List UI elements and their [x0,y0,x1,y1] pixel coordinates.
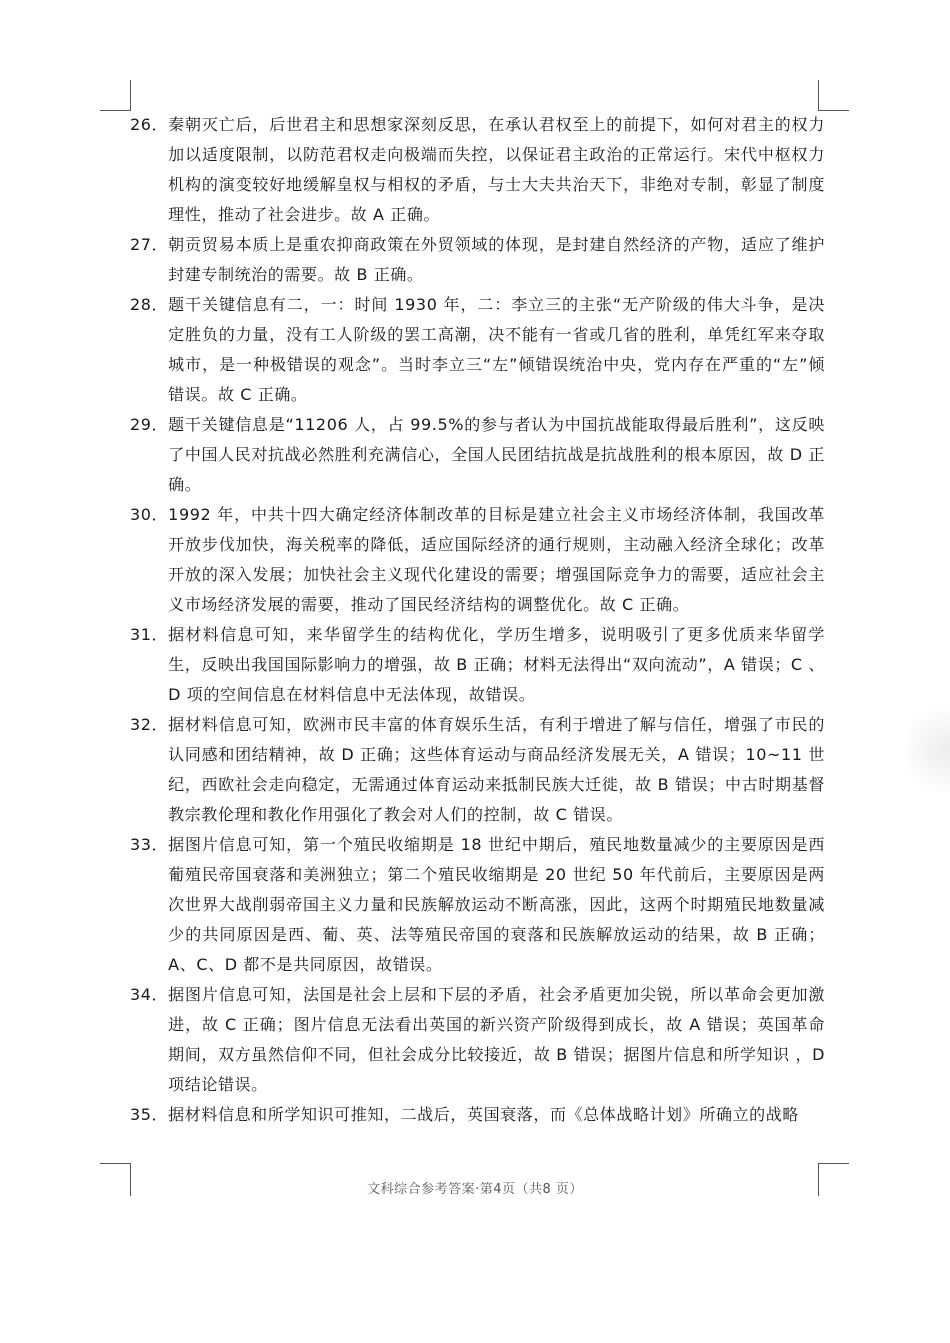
answer-item-35 [130,1100,825,1130]
answer-number: 34． [130,985,169,1004]
answer-number: 30． [130,505,169,524]
answer-item-28 [130,290,825,410]
answer-text: 据材料信息可知，欧洲市民丰富的体育娱乐生活，有利于增进了解与信任，增强了市民的认同感和团结精神，故 D 正确；这些体育运动与商品经济发展无关，A 错误；10~11 世纪，西欧社会走向稳定，无需通过体育运动来抵制民族大迁徙，故 B 错误；中古时期基督教宗教伦理和教化作用强化了教会对人们的控制，故 C 错误。 [168,715,825,824]
answer-number: 28． [130,295,169,314]
answer-number: 27． [130,235,169,254]
answer-item-27 [130,230,825,290]
page-footer: 文科综合参考答案·第4页（共8 页） [367,1182,583,1197]
answer-item-31 [130,620,825,710]
answer-item-33 [130,830,825,980]
answer-number: 29． [130,415,169,434]
answer-item-26 [130,110,825,230]
answer-text: 1992 年，中共十四大确定经济体制改革的目标是建立社会主义市场经济体制，我国改革开放步伐加快，海关税率的降低，适应国际经济的通行规则，主动融入经济全球化；改革开放的深入发展；加快社会主义现代化建设的需要；增强国际竞争力的需要，适应社会主义市场经济发展的需要，推动了国民经济结构的调整优化。故 C 正确。 [168,505,825,614]
answer-text: 据图片信息可知，法国是社会上层和下层的矛盾，社会矛盾更加尖锐，所以革命会更加激进，故 C 正确；图片信息无法看出英国的新兴资产阶级得到成长，故 A 错误；英国革命期间，双方虽然信仰不同，但社会成分比较接近，故 B 错误；据图片信息和所学知识 ，D 项结论错误。 [168,985,825,1094]
answer-text: 据图片信息可知，第一个殖民收缩期是 18 世纪中期后，殖民地数量减少的主要原因是西葡殖民帝国衰落和美洲独立；第二个殖民收缩期是 20 世纪 50 年代前后，主要原因是两次世界大战削弱帝国主义力量和民族解放运动不断高涨，因此，这两个时期殖民地数量减少的共同原因是西、葡、英、法等殖民帝国的衰落和民族解放运动的结果，故 B 正确；A、C、D 都不是共同原因，故错误。 [168,835,825,974]
answer-item-32 [130,710,825,830]
answer-text: 秦朝灭亡后，后世君主和思想家深刻反思，在承认君权至上的前提下，如何对君主的权力加以适度限制，以防范君权走向极端而失控，以保证君主政治的正常运行。宋代中枢权力机构的演变较好地缓解皇权与相权的矛盾，与士大夫共治天下，非绝对专制，彰显了制度理性，推动了社会进步。故 A 正确。 [168,115,825,224]
answer-number: 33． [130,835,169,854]
answer-text: 题干关键信息是“11206 人，占 99.5%的参与者认为中国抗战能取得最后胜利”，这反映了中国人民对抗战必然胜利充满信心，全国人民团结抗战是抗战胜利的根本原因，故 D 正确。 [168,415,825,494]
answer-text: 据材料信息和所学知识可推知，二战后，英国衰落，而《总体战略计划》所确立的战略 [168,1105,799,1124]
answer-list [130,110,825,1130]
scan-smudge [905,700,950,800]
answer-item-34 [130,980,825,1100]
answer-number: 31． [130,625,169,644]
answer-number: 32． [130,715,169,734]
answer-number: 26． [130,115,169,134]
answer-item-29 [130,410,825,500]
answer-number: 35． [130,1105,169,1124]
crop-mark-top-left [100,80,131,111]
answer-text: 朝贡贸易本质上是重农抑商政策在外贸领域的体现，是封建自然经济的产物，适应了维护封建专制统治的需要。故 B 正确。 [168,235,825,284]
answer-text: 题干关键信息有二，一：时间 1930 年，二：李立三的主张“无产阶级的伟大斗争，是决定胜负的力量，没有工人阶级的罢工高潮，决不能有一省或几省的胜利，单凭红军来夺取城市，是一种极错误的观念”。当时李立三“左”倾错误统治中央，党内存在严重的“左”倾错误。故 C 正确。 [168,295,825,404]
answer-item-30 [130,500,825,620]
answer-text: 据材料信息可知，来华留学生的结构优化，学历生增多，说明吸引了更多优质来华留学生，反映出我国国际影响力的增强，故 B 正确；材料无法得出“双向流动”，A 错误；C 、D 项的空间信息在材料信息中无法体现，故错误。 [168,625,825,704]
crop-mark-top-right [818,80,849,111]
